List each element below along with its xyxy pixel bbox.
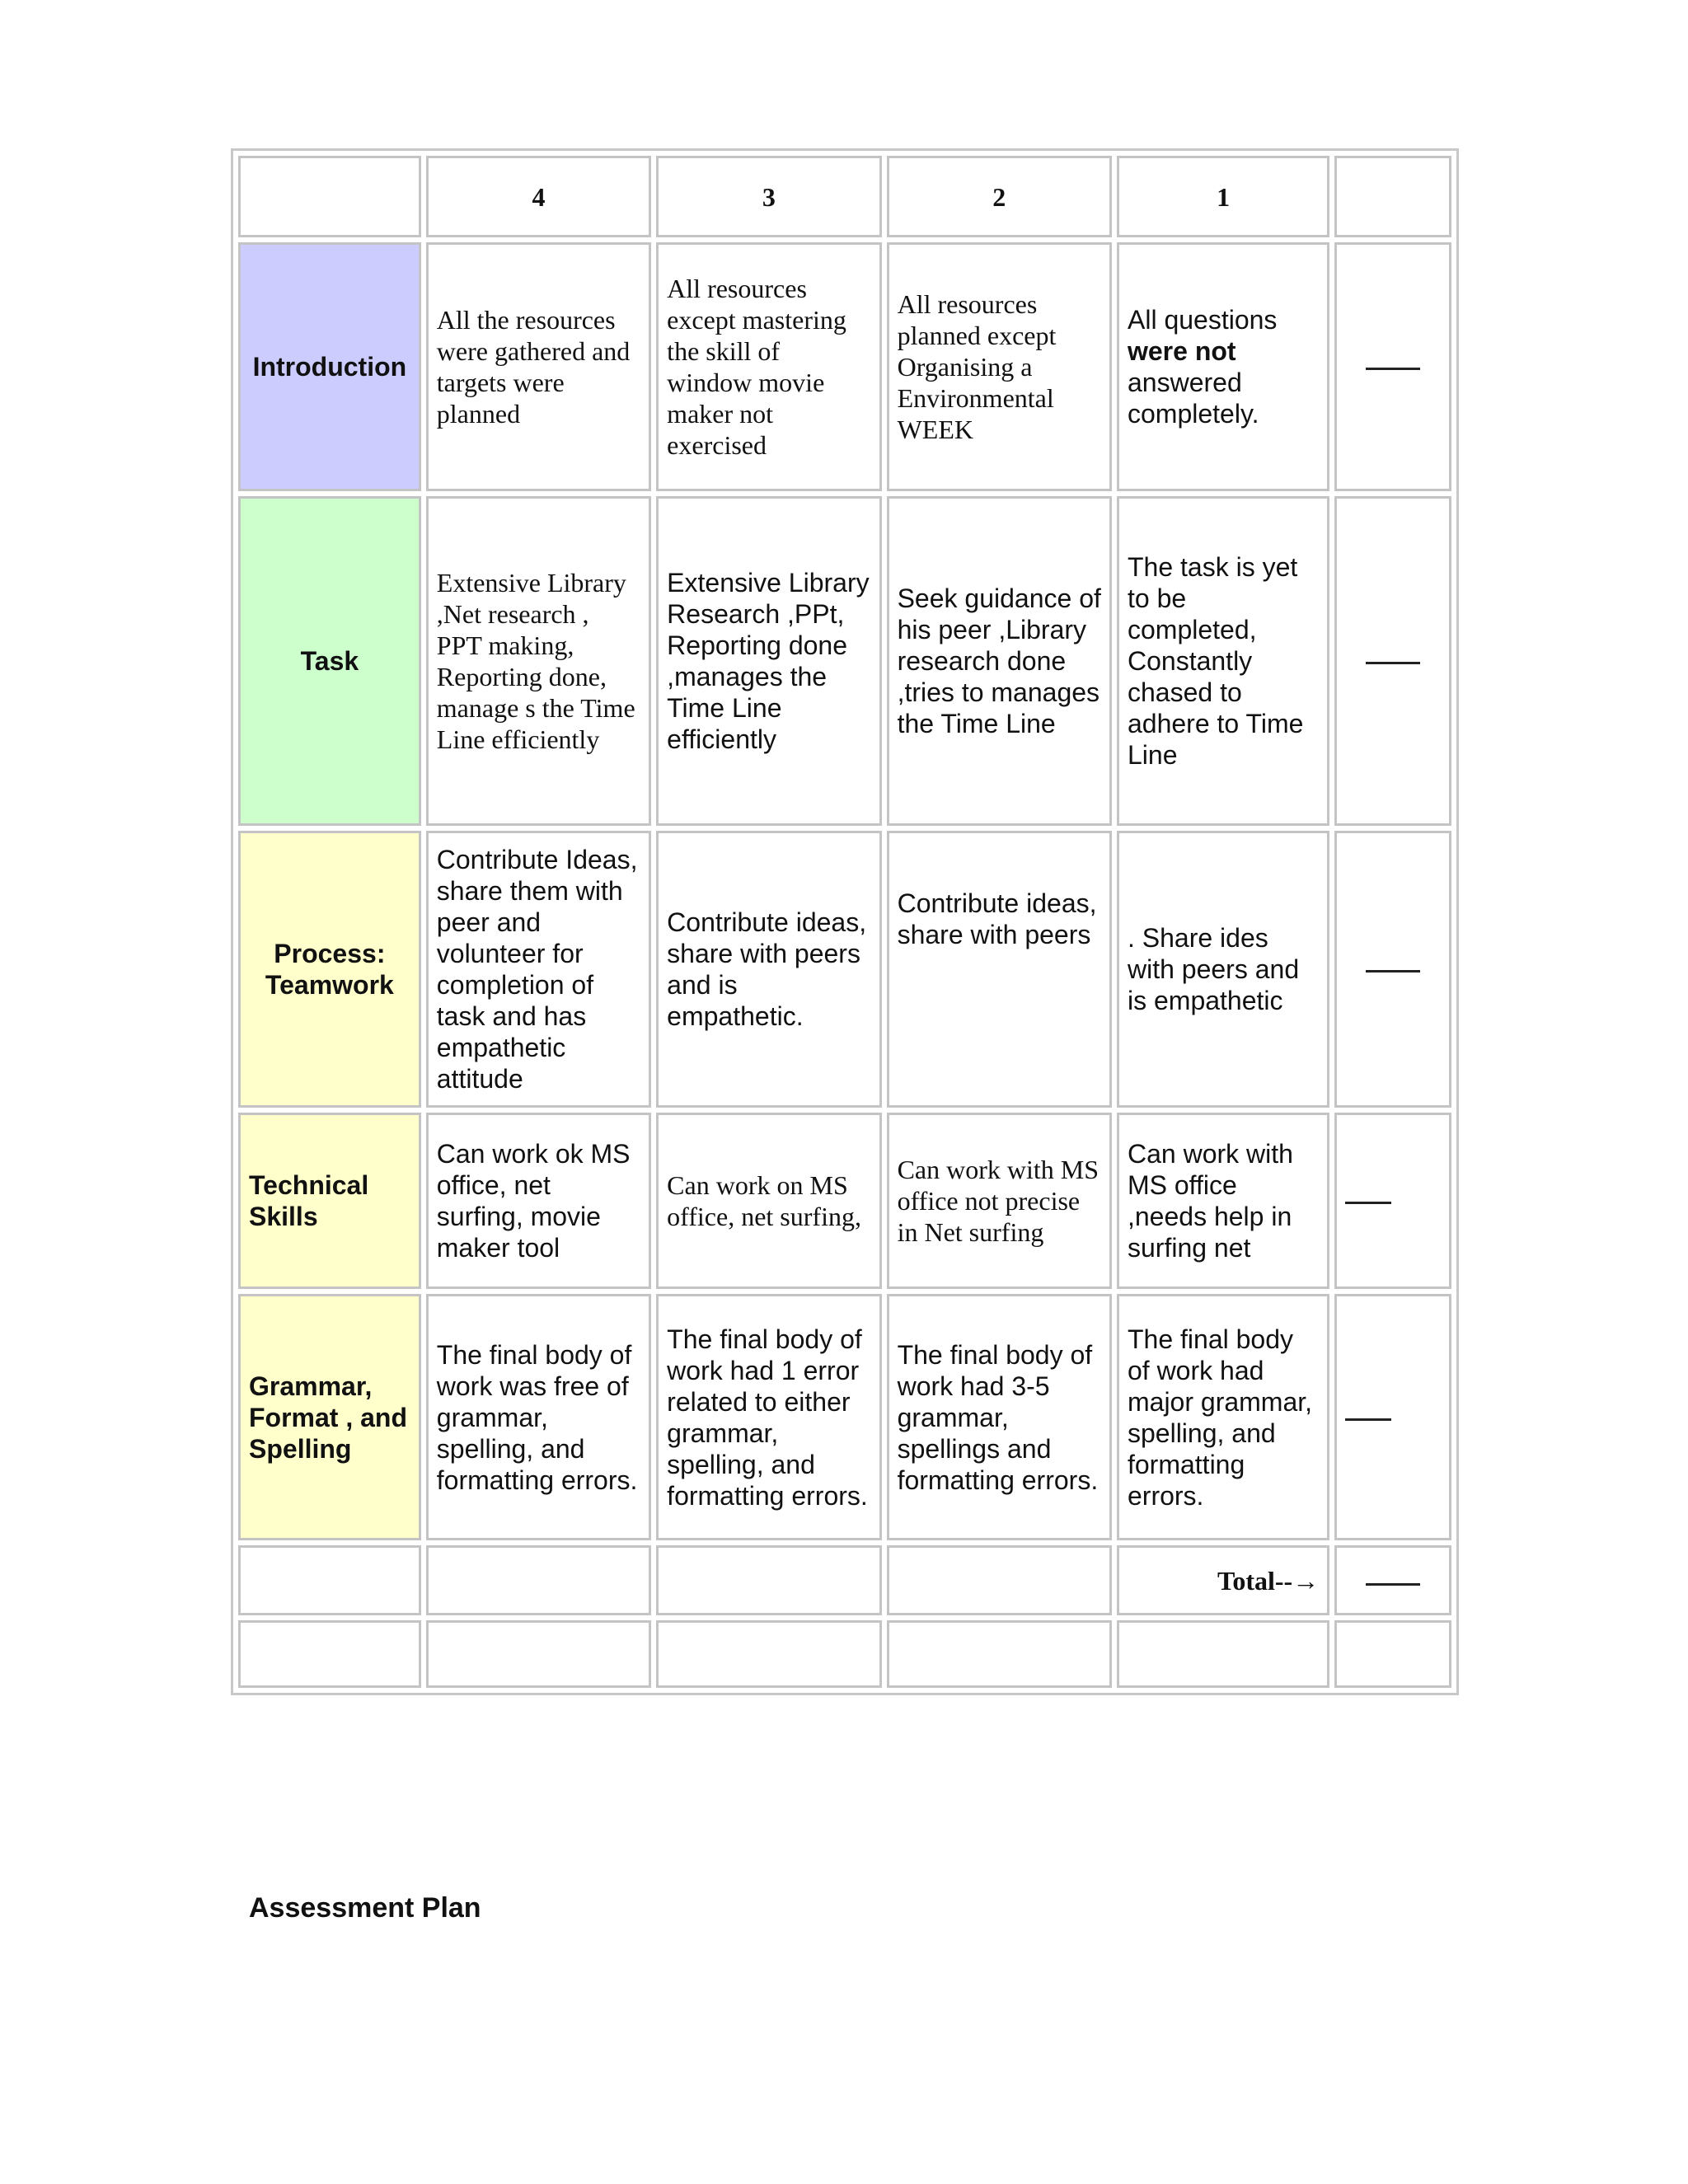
header-cell-score [1334,156,1451,237]
row-technical [238,1113,1451,1289]
process-score-2: Contribute ideas, share with peers [887,831,1112,1108]
technical-score-blank [1334,1113,1451,1289]
task-score-2: Seek guidance of his peer ,Library research done ,tries to manages the Time Line [887,496,1112,826]
introduction-score-1 [1117,242,1329,491]
empty-cell [1334,1620,1451,1688]
empty-cell [656,1620,881,1688]
technical-score-2: Can work with MS office not precise in Net surfing [887,1113,1112,1289]
process-score-1: . Share ides with peers and is empathetic [1117,831,1329,1108]
criterion-grammar-format-spelling: Grammar, Format , and Spelling [238,1294,421,1540]
introduction-score-2: All resources planned except Organising a Environmental WEEK [887,242,1112,491]
header-row [238,156,1451,237]
header-score-3: 3 [656,156,881,237]
total-empty-cell [656,1545,881,1615]
total-label: Total--→ [1117,1545,1329,1615]
score-blank-line [1345,1202,1391,1204]
assessment-plan-heading: Assessment Plan [249,1892,481,1924]
technical-score-4: Can work ok MS office, net surfing, movie maker tool [426,1113,651,1289]
header-score-4: 4 [426,156,651,237]
grammar-score-blank [1334,1294,1451,1540]
score-blank-line [1366,970,1420,972]
row-empty [238,1620,1451,1688]
row-process [238,831,1451,1108]
row-grammar [238,1294,1451,1540]
header-score-2: 2 [887,156,1112,237]
row-total [238,1545,1451,1615]
total-empty-cell [426,1545,651,1615]
score-blank-line [1345,1418,1391,1421]
grammar-score-2: The final body of work had 3-5 grammar, spellings and formatting errors. [887,1294,1112,1540]
row-task [238,496,1451,826]
introduction-score-3: All resources except mastering the skill of window movie maker not exercised [656,242,881,491]
grammar-score-3: The final body of work had 1 error related to either grammar, spelling, and formatting errors. [656,1294,881,1540]
criterion-process-teamwork: Process: Teamwork [238,831,421,1108]
empty-cell [1117,1620,1329,1688]
task-score-3: Extensive Library Research ,PPt, Reporting done ,manages the Time Line efficiently [656,496,881,826]
task-score-4: Extensive Library ,Net research , PPT making, Reporting done, manage s the Time Line efficiently [426,496,651,826]
process-score-blank [1334,831,1451,1108]
row-introduction [238,242,1451,491]
introduction-score-1-text-c: answered completely. [1127,368,1259,429]
process-score-3: Contribute ideas, share with peers and is empathetic. [656,831,881,1108]
total-score-blank [1334,1545,1451,1615]
rubric-table [231,148,1459,1695]
technical-score-3: Can work on MS office, net surfing, [656,1113,881,1289]
introduction-score-1-text-a: All questions [1127,305,1278,335]
introduction-score-1-emphasis: were not [1127,336,1236,366]
introduction-score-blank [1334,242,1451,491]
empty-cell [238,1620,421,1688]
technical-score-1: Can work with MS office ,needs help in surfing net [1117,1113,1329,1289]
empty-cell [426,1620,651,1688]
score-blank-line [1366,368,1420,370]
total-empty-cell [887,1545,1112,1615]
header-score-1: 1 [1117,156,1329,237]
criterion-task: Task [238,496,421,826]
grammar-score-4: The final body of work was free of grammar, spelling, and formatting errors. [426,1294,651,1540]
total-empty-cell [238,1545,421,1615]
score-blank-line [1366,662,1420,664]
process-score-4: Contribute Ideas, share them with peer and volunteer for completion of task and has empathetic attitude [426,831,651,1108]
task-score-1: The task is yet to be completed, Constantly chased to adhere to Time Line [1117,496,1329,826]
score-blank-line [1366,1583,1420,1586]
introduction-score-4: All the resources were gathered and targets were planned [426,242,651,491]
task-score-blank [1334,496,1451,826]
criterion-introduction: Introduction [238,242,421,491]
header-cell-empty [238,156,421,237]
empty-cell [887,1620,1112,1688]
criterion-technical-skills: Technical Skills [238,1113,421,1289]
grammar-score-1: The final body of work had major grammar, spelling, and formatting errors. [1117,1294,1329,1540]
